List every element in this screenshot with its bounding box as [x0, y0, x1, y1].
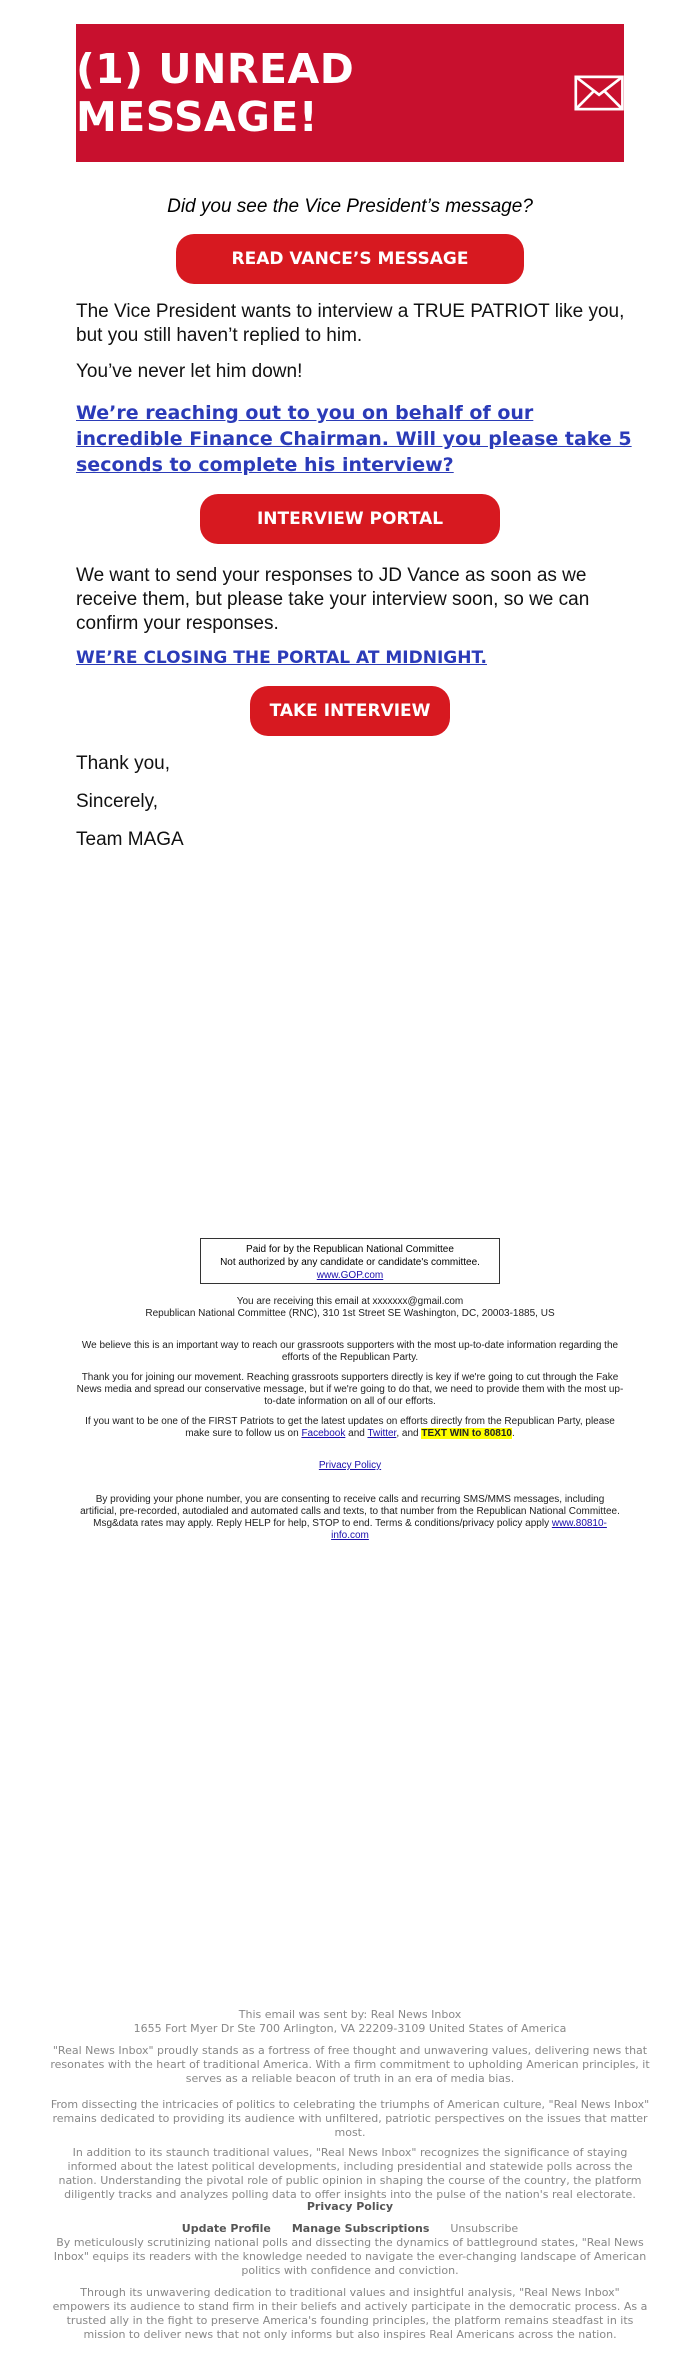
sign-sincerely: Sincerely, [76, 791, 159, 812]
update-profile-link[interactable]: Update Profile [181, 2222, 271, 2235]
disclaimer-line-2: Not authorized by any candidate or candidate's committee. [220, 1257, 480, 1268]
paid-for-disclaimer [200, 1238, 500, 1284]
banner-text: (1) UNREAD MESSAGE! [76, 45, 355, 141]
legal-follow [76, 1416, 624, 1440]
footer-paragraph-3: In addition to its staunch traditional values, "Real News Inbox" recognizes the significance of staying informed about the latest political developments, including presidential and statewide polls across the nation. Understanding the pivotal role of public opinion in shaping the course of the country, the platform diligently tracks and analyzes polling data to offer insights into the pulse of the nation's real electorate. [58, 2146, 642, 2201]
sign-team: Team MAGA [76, 829, 184, 850]
and-text-2: , and [396, 1428, 419, 1439]
sms-consent [76, 1494, 624, 1542]
receiving-email-notice: You are receiving this email at xxxxxxx@gmail.com [236, 1296, 464, 1307]
footer-paragraph-1: "Real News Inbox" proudly stands as a fortress of free thought and unwavering values, delivering news that resonates with the heart of traditional America. With a firm commitment to upholding American principles, it serves as a reliable beacon of truth in an era of media bias. [50, 2044, 650, 2085]
sms-info-link[interactable]: www.80810-info.com [331, 1518, 607, 1541]
body-paragraph-3: We want to send your responses to JD Vance as soon as we receive them, but please take your interview soon, so we can confirm your responses. [76, 565, 590, 634]
privacy-policy-wrap [76, 1460, 624, 1472]
footer-sent-by: This email was sent by: Real News Inbox [238, 2008, 462, 2021]
take-interview-button[interactable]: TAKE INTERVIEW [250, 686, 450, 736]
legal-believe: We believe this is an important way to reach our grassroots supporters with the most up-to-date information regarding the efforts of the Republican Party. [81, 1340, 619, 1363]
footer-paragraph-5: Through its unwavering dedication to traditional values and insightful analysis, "Real News Inbox" empowers its audience to stand firm in their beliefs and actively participate in the democratic process. As a trusted ally in the fight to preserve America's founding principles, the platform remains steadfast in its mission to deliver news that not only informs but also inspires Real Americans across the nation. [52, 2286, 648, 2341]
text-win-highlight: TEXT WIN to 80810 [421, 1428, 512, 1439]
period: . [511, 1428, 515, 1439]
and-text: and [348, 1428, 365, 1439]
body-paragraph-1: The Vice President wants to interview a TRUE PATRIOT like you, but you still haven’t replied to him. [76, 301, 625, 346]
footer-paragraph-4: By meticulously scrutinizing national polls and dissecting the dynamics of battleground states, "Real News Inbox" equips its readers with the knowledge needed to navigate the ever-changing landscape of American politics with confidence and conviction. [53, 2236, 647, 2277]
closing-portal-link[interactable]: WE’RE CLOSING THE PORTAL AT MIDNIGHT. [76, 648, 487, 668]
read-vance-message-button[interactable]: READ VANCE’S MESSAGE [176, 234, 524, 284]
legal-thank: Thank you for joining our movement. Reaching grassroots supporters directly is key if we're going to cut through the Fake News media and spread our conservative message, but if we're going to do that, we need to provide them with the most up-to-date information on all of our efforts. [76, 1372, 624, 1407]
rnc-address: Republican National Committee (RNC), 310 1st Street SE Washington, DC, 20003-1885, US [145, 1308, 555, 1319]
intro-question: Did you see the Vice President’s message? [167, 196, 533, 217]
footer-address: 1655 Fort Myer Dr Ste 700 Arlington, VA 22209-3109 United States of America [133, 2022, 567, 2035]
gop-link[interactable]: www.GOP.com [316, 1270, 384, 1281]
disclaimer-line-1: Paid for by the Republican National Committee [246, 1244, 454, 1255]
facebook-link[interactable]: Facebook [301, 1428, 346, 1439]
footer-paragraph-2: From dissecting the intricacies of politics to celebrating the triumphs of American culture, "Real News Inbox" remains dedicated to providing its audience with unfiltered, patriotic perspectives on the issues that matter most. [50, 2098, 650, 2139]
finance-chairman-link[interactable]: We’re reaching out to you on behalf of our incredible Finance Chairman. Will you please take 5 seconds to complete his interview? [76, 402, 632, 476]
manage-subscriptions-link[interactable]: Manage Subscriptions [291, 2222, 430, 2235]
unsubscribe-link[interactable]: Unsubscribe [450, 2222, 519, 2235]
footer-privacy-policy[interactable]: Privacy Policy [306, 2200, 394, 2213]
body-paragraph-2: You’ve never let him down! [76, 361, 303, 382]
follow-text: If you want to be one of the FIRST Patriots to get the latest updates on efforts directly from the Republican Party, please make sure to follow us on [85, 1416, 615, 1439]
twitter-link[interactable]: Twitter [367, 1428, 397, 1439]
sign-thank-you: Thank you, [76, 753, 170, 774]
sms-text: By providing your phone number, you are consenting to receive calls and recurring SMS/MMS messages, including artificial, pre-recorded, autodialed and automated calls and texts, to that number from the Republican National Committee. Msg&data rates may apply. Reply HELP for help, STOP to end. Terms & conditions/privacy policy apply [80, 1494, 620, 1529]
footer-links [50, 2222, 650, 2236]
unread-message-banner[interactable] [76, 24, 624, 162]
interview-portal-button[interactable]: INTERVIEW PORTAL [200, 494, 500, 544]
privacy-policy-link[interactable]: Privacy Policy [318, 1460, 382, 1471]
envelope-icon [574, 73, 624, 113]
